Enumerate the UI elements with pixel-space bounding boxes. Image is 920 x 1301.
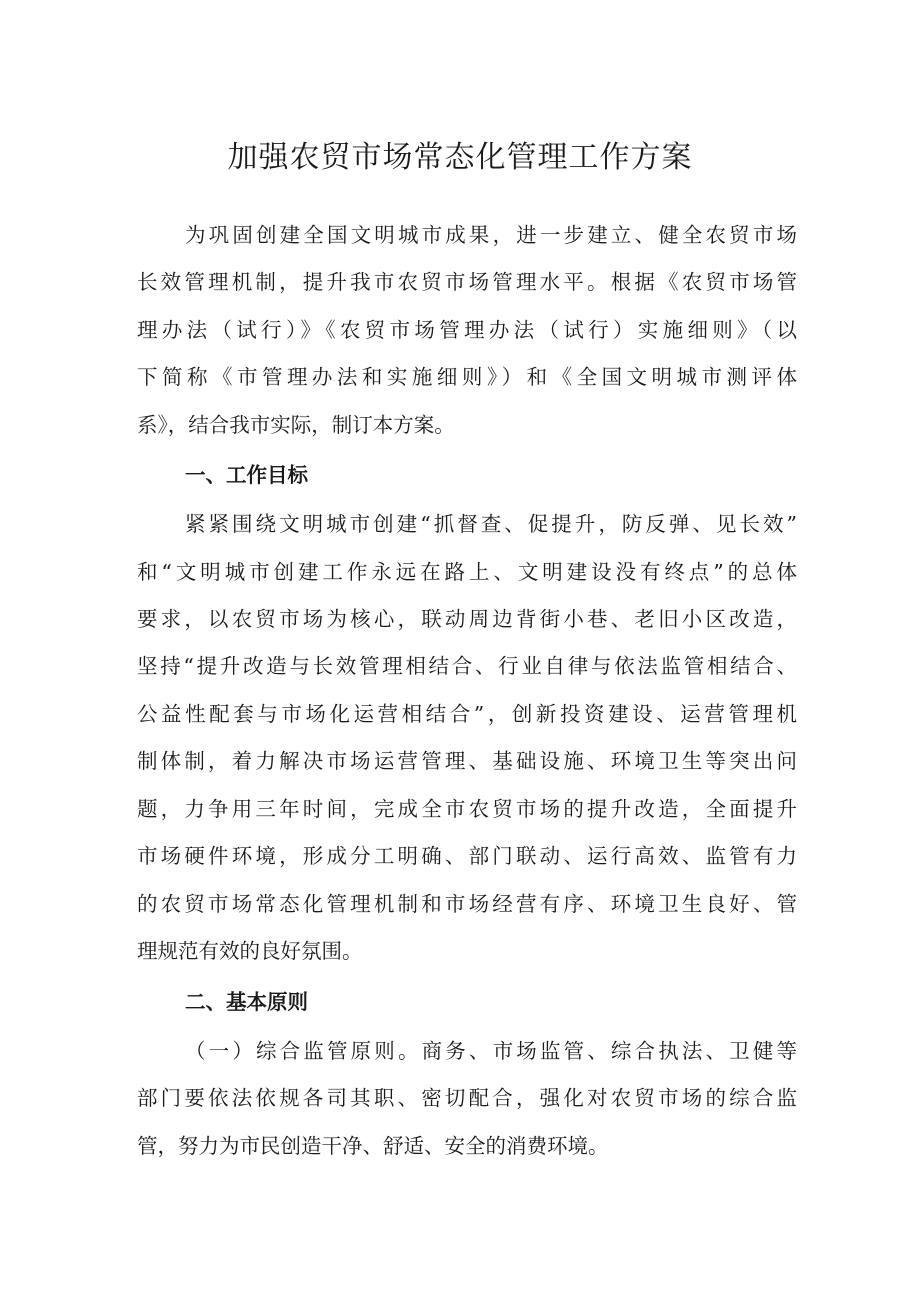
section-1-line-1: 紧紧围绕文明城市创建“抓督查、促提升，防反弹、见长效” [185, 512, 797, 536]
section-2-heading: 二、基本原则 [185, 990, 308, 1014]
section-1-line-3: 要求，以农贸市场为核心，联动周边背街小巷、老旧小区改造， [137, 607, 797, 631]
intro-line-4: 下简称《市管理办法和实施细则》）和《全国文明城市测评体 [137, 365, 797, 389]
intro-line-3: 理办法（试行）》《农贸市场管理办法（试行）实施细则》（以 [137, 318, 797, 342]
section-2-line-2: 部门要依法依规各司其职、密切配合，强化对农贸市场的综合监 [137, 1086, 797, 1110]
section-1-heading: 一、工作目标 [185, 463, 308, 487]
section-2-line-1: （一）综合监管原则。商务、市场监管、综合执法、卫健等 [185, 1039, 797, 1063]
intro-line-1: 为巩固创建全国文明城市成果，进一步建立、健全农贸市场 [185, 223, 797, 247]
section-1-line-2: 和“文明城市创建工作永远在路上、文明建设没有终点”的总体 [137, 560, 797, 584]
section-1-line-6: 制体制，着力解决市场运营管理、基础设施、环境卫生等突出问 [137, 749, 797, 773]
section-2-line-3: 管，努力为市民创造干净、舒适、安全的消费环境。 [137, 1134, 609, 1158]
section-1-line-7: 题，力争用三年时间，完成全市农贸市场的提升改造，全面提升 [137, 797, 797, 821]
section-1-line-9: 的农贸市场常态化管理机制和市场经营有序、环境卫生良好、管 [137, 892, 797, 916]
intro-line-5: 系》，结合我市实际，制订本方案。 [137, 413, 455, 437]
document-title: 加强农贸市场常态化管理工作方案 [227, 140, 693, 175]
section-1-line-10: 理规范有效的良好氛围。 [137, 939, 363, 963]
section-1-line-8: 市场硬件环境，形成分工明确、部门联动、运行高效、监管有力 [137, 844, 797, 868]
section-1-line-5: 公益性配套与市场化运营相结合”，创新投资建设、运营管理机 [137, 702, 797, 726]
section-1-line-4: 坚持“提升改造与长效管理相结合、行业自律与依法监管相结合、 [137, 654, 797, 678]
intro-line-2: 长效管理机制，提升我市农贸市场管理水平。根据《农贸市场管 [137, 270, 797, 294]
